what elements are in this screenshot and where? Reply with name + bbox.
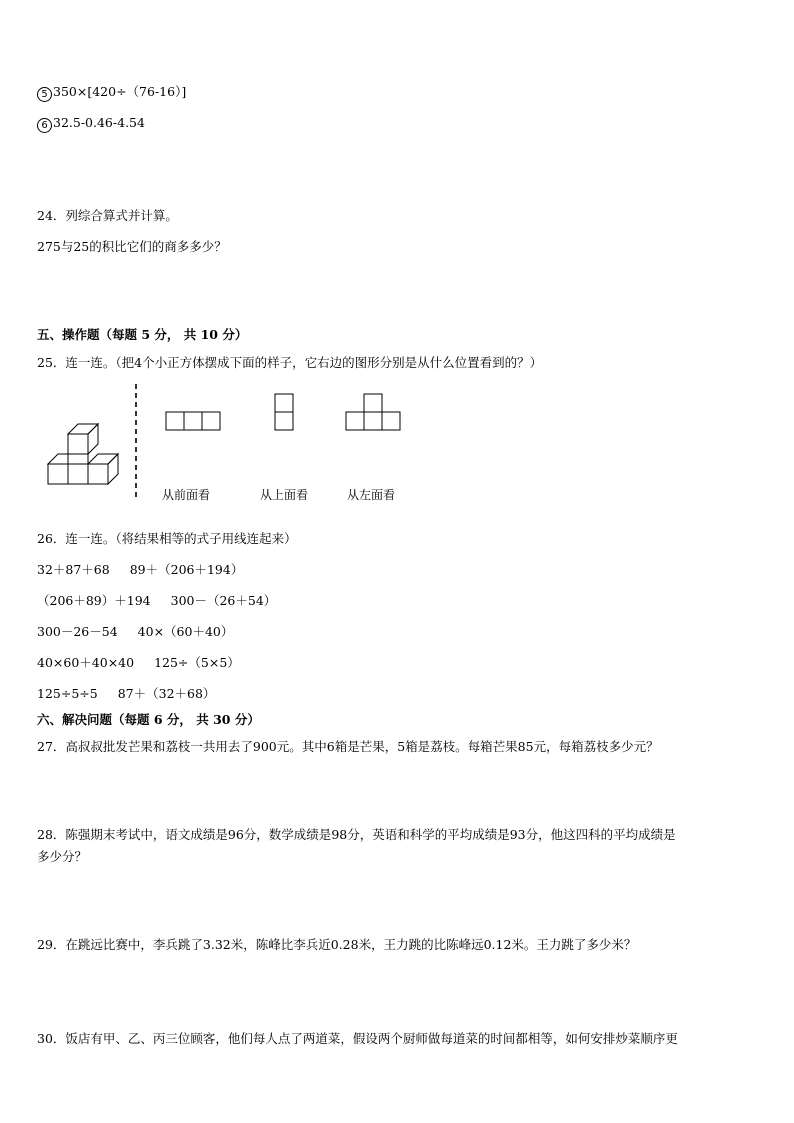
cube-stack-drawing xyxy=(48,424,118,484)
q26-right-expr: 125÷（5×5） xyxy=(154,655,240,670)
q26-left-expr: 32＋87＋68 xyxy=(37,562,110,577)
label-left-view: 从左面看 xyxy=(347,488,396,502)
q26-row xyxy=(37,593,276,609)
q26-row xyxy=(37,562,243,578)
cube-views-figure xyxy=(40,382,420,512)
expression-text: 350×[420÷（76-16）] xyxy=(53,84,187,99)
section-6-heading: 六、解决问题（每题 6 分， 共 30 分） xyxy=(37,712,260,727)
label-top-view: 从上面看 xyxy=(260,488,309,502)
left-view-shape xyxy=(346,394,400,430)
q26-right-expr: 300－（26＋54） xyxy=(170,593,277,608)
section-5-heading: 五、操作题（每题 5 分， 共 10 分） xyxy=(37,327,248,342)
q26-left-expr: （206＋89）＋194 xyxy=(37,593,151,608)
front-view-shape xyxy=(166,412,220,430)
q26-left-expr: 40×60＋40×40 xyxy=(37,655,135,670)
q26-text: 26．连一连。（将结果相等的式子用线连起来） xyxy=(37,531,297,546)
q26-row xyxy=(37,624,233,640)
q26-row xyxy=(37,655,240,671)
top-view-shape xyxy=(275,394,293,430)
label-front-view: 从前面看 xyxy=(162,488,211,502)
q27-text: 27．高叔叔批发芒果和荔枝一共用去了900元。其中6箱是芒果，5箱是荔枝。每箱芒果85元，每箱荔枝多少元？ xyxy=(37,739,659,754)
q28-text-line1: 28．陈强期末考试中，语文成绩是96分，数学成绩是98分，英语和科学的平均成绩是93分，他这四科的平均成绩是 xyxy=(37,827,676,842)
q28-text-line2: 多少分？ xyxy=(37,849,88,864)
expression-6 xyxy=(37,115,145,133)
q26-right-expr: 89＋（206＋194） xyxy=(129,562,244,577)
q26-right-expr: 87＋（32＋68） xyxy=(117,686,216,701)
q25-text: 25．连一连。（把4个小正方体摆成下面的样子，它右边的图形分别是从什么位置看到的？） xyxy=(37,355,543,370)
expression-text: 32.5-0.46-4.54 xyxy=(53,115,145,130)
circled-number: 5 xyxy=(37,87,52,102)
q26-left-expr: 125÷5÷5 xyxy=(37,686,98,701)
expression-5 xyxy=(37,84,186,102)
q26-row xyxy=(37,686,215,702)
q26-right-expr: 40×（60＋40） xyxy=(137,624,234,639)
q26-left-expr: 300－26－54 xyxy=(37,624,118,639)
q30-text: 30．饭店有甲、乙、丙三位顾客，他们每人点了两道菜，假设两个厨师做每道菜的时间都相等，如何安排炒菜顺序更 xyxy=(37,1031,678,1046)
q29-text: 29．在跳远比赛中，李兵跳了3.32米，陈峰比李兵近0.28米，王力跳的比陈峰远0.12米。王力跳了多少米？ xyxy=(37,937,637,952)
q24-body: 275与25的积比它们的商多多少？ xyxy=(37,239,227,254)
circled-number: 6 xyxy=(37,118,52,133)
q24-title: 24．列综合算式并计算。 xyxy=(37,208,178,223)
